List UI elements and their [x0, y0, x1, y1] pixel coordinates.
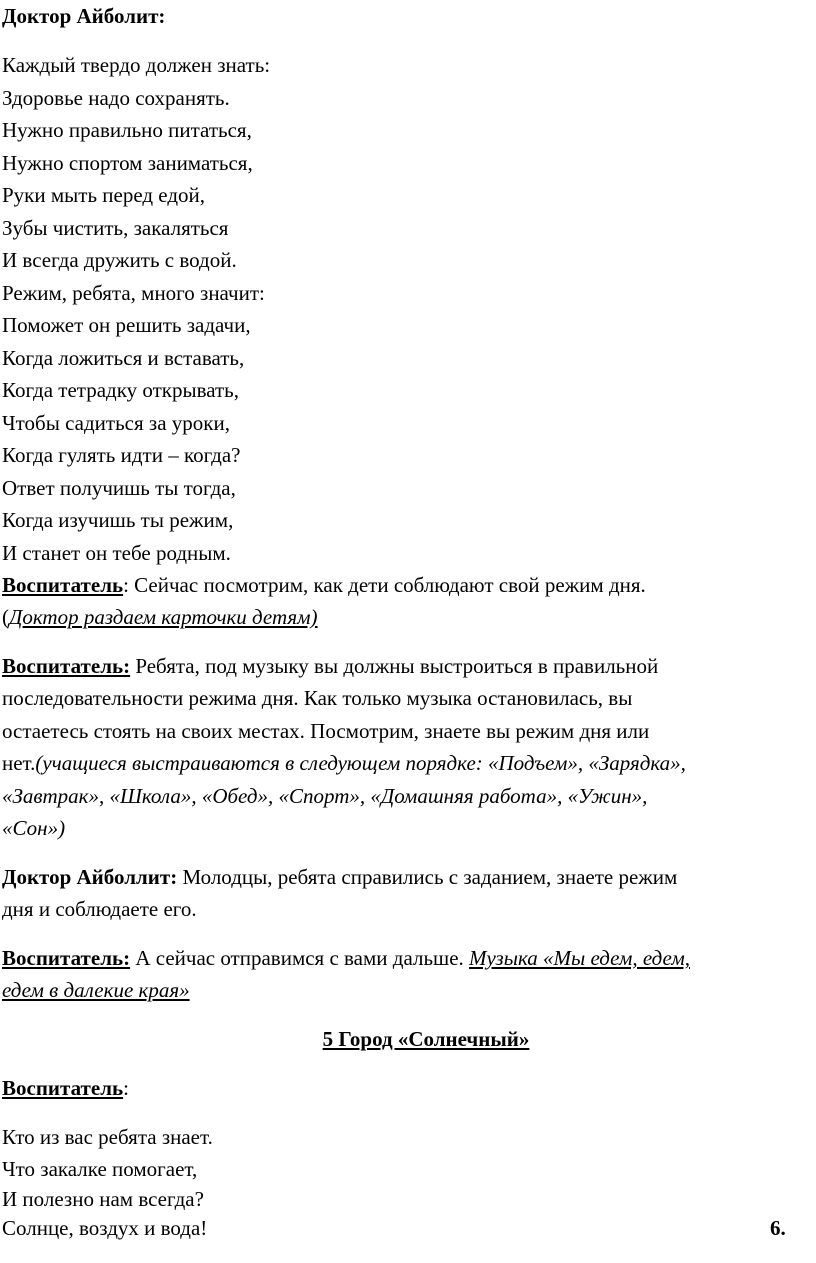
poem-line: Руки мыть перед едой,	[2, 183, 206, 207]
poem-line: Когда ложиться и вставать,	[2, 346, 245, 370]
speaker-doctor: Доктор Айболит:	[2, 4, 166, 28]
page-number: 6.	[770, 1216, 786, 1240]
poem-line: Кто из вас ребята знает.	[2, 1125, 213, 1149]
speaker-teacher: Воспитатель:	[2, 654, 131, 678]
stage-direction: «Завтрак», «Школа», «Обед», «Спорт», «Домашняя работа», «Ужин»,	[2, 784, 648, 808]
text-run: : Сейчас посмотрим, как дети соблюдают свой режим дня.	[123, 573, 646, 597]
music-note: Музыка «Мы едем, едем,	[469, 946, 690, 970]
poem-line: Солнце, воздух и вода!	[2, 1216, 208, 1240]
text-run: Ребята, под музыку вы должны выстроиться в правильной	[130, 654, 659, 678]
text-run: А сейчас отправимся с вами дальше.	[130, 946, 470, 970]
poem-line: Нужно правильно питаться,	[2, 118, 252, 142]
poem-line: Что закалке помогает,	[2, 1157, 198, 1181]
text-run: :	[123, 1076, 129, 1100]
text-run: (	[2, 605, 9, 629]
section-title: 5 Город «Солнечный»	[322, 1027, 530, 1051]
poem-line: И полезно нам всегда?	[2, 1187, 204, 1211]
music-note: едем в далекие края»	[2, 978, 190, 1002]
speaker-teacher: Воспитатель	[2, 573, 124, 597]
poem-line: Режим, ребята, много значит:	[2, 281, 265, 305]
speaker-doctor: Доктор Айболлит:	[2, 865, 178, 889]
stage-direction: Доктор раздаем карточки детям)	[9, 605, 318, 629]
paragraph-line: дня и соблюдаете его.	[2, 897, 197, 921]
paragraph-line: последовательности режима дня. Как только музыка остановилась, вы	[2, 686, 633, 710]
poem-line: И всегда дружить с водой.	[2, 248, 237, 272]
text-run: нет.	[2, 751, 36, 775]
poem-line: Поможет он решить задачи,	[2, 313, 251, 337]
poem-line: Ответ получишь ты тогда,	[2, 476, 236, 500]
paragraph-line	[2, 604, 318, 630]
poem-line: Когда изучишь ты режим,	[2, 508, 234, 532]
poem-line: Когда гулять идти – когда?	[2, 443, 241, 467]
stage-direction: «Сон»)	[2, 816, 66, 840]
text-run: Молодцы, ребята справились с заданием, знаете режим	[177, 865, 678, 889]
paragraph-line	[2, 864, 677, 890]
poem-line: Когда тетрадку открывать,	[2, 378, 240, 402]
poem-line: Каждый твердо должен знать:	[2, 53, 271, 77]
stage-direction: (учащиеся выстраиваются в следующем порядке: «Подъем», «Зарядка»,	[35, 751, 686, 775]
poem-line: Здоровье надо сохранять.	[2, 86, 230, 110]
paragraph-line: остаетесь стоять на своих местах. Посмотрим, знаете вы режим дня или	[2, 719, 650, 743]
paragraph-line	[2, 1075, 129, 1101]
paragraph-line	[2, 750, 686, 776]
poem-line: Чтобы садиться за уроки,	[2, 411, 230, 435]
paragraph-line	[2, 572, 646, 598]
poem-line: Зубы чистить, закаляться	[2, 216, 229, 240]
paragraph-line	[2, 653, 658, 679]
poem-line: И станет он тебе родным.	[2, 541, 231, 565]
speaker-teacher: Воспитатель:	[2, 946, 131, 970]
paragraph-line	[2, 945, 690, 971]
speaker-teacher: Воспитатель	[2, 1076, 124, 1100]
poem-line: Нужно спортом заниматься,	[2, 151, 253, 175]
